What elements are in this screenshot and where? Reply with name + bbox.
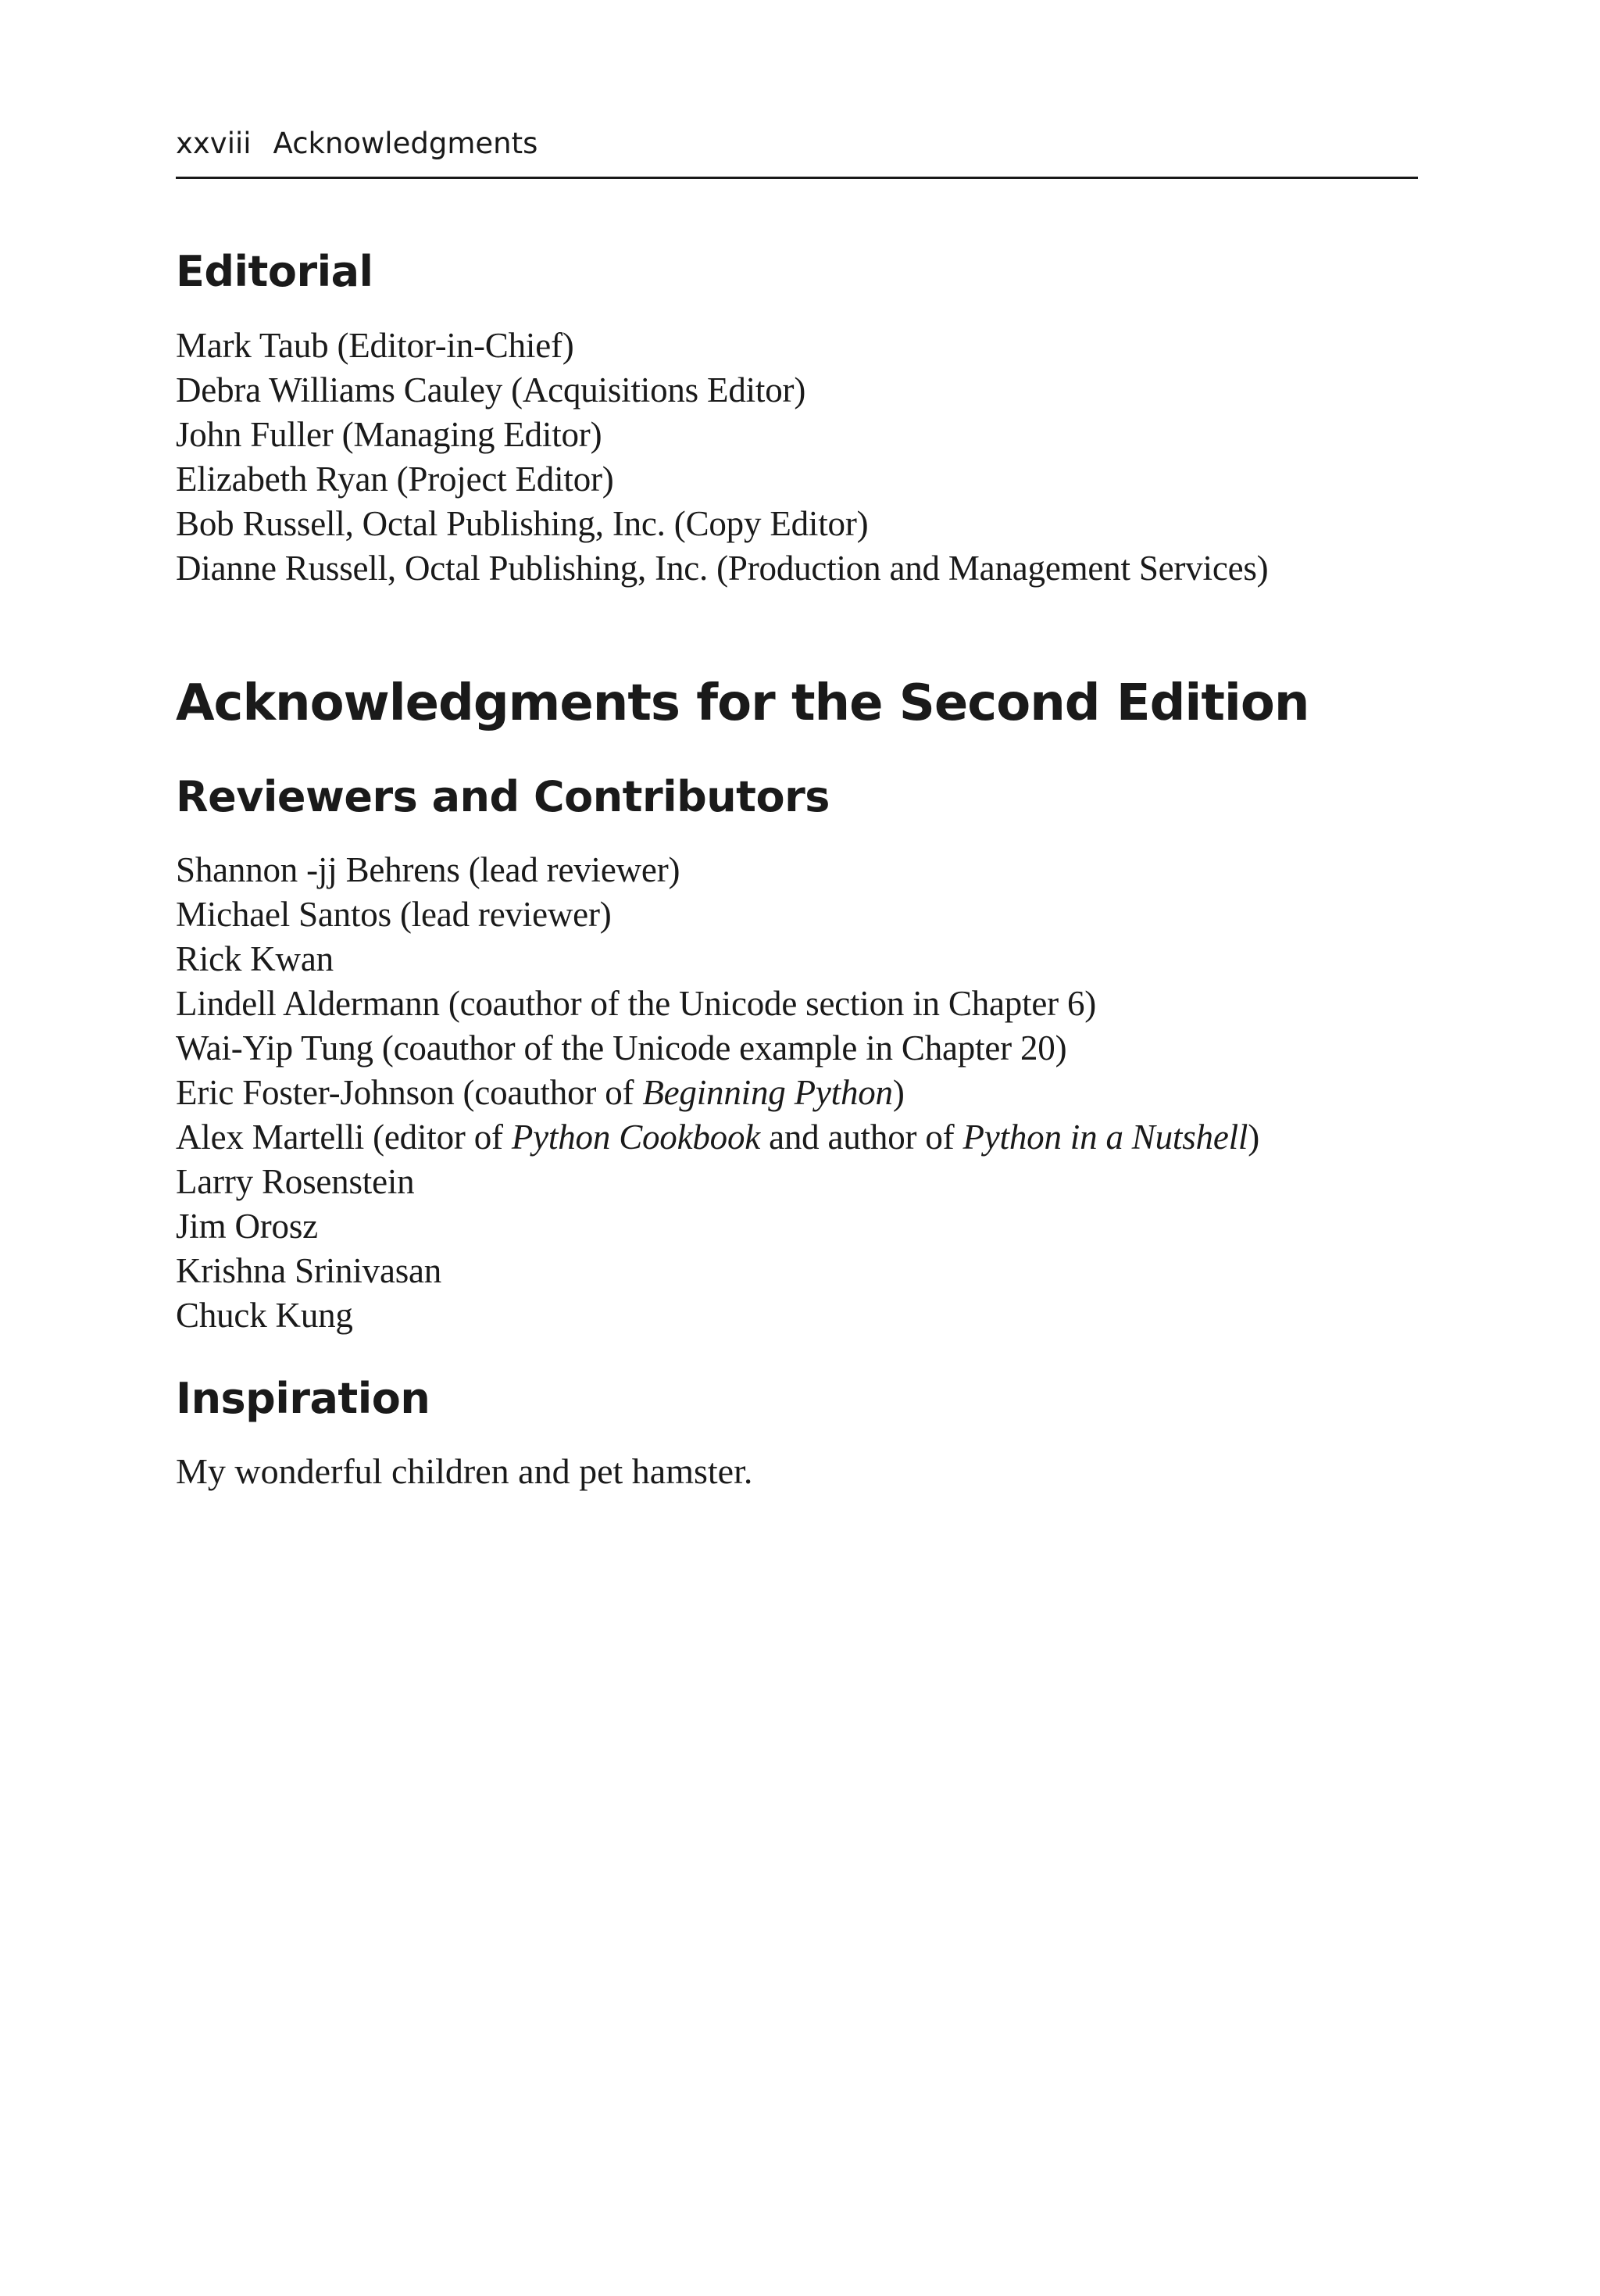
reviewer-line: Krishna Srinivasan <box>176 1251 442 1290</box>
reviewer-line: Jim Orosz <box>176 1207 318 1246</box>
editorial-line: John Fuller (Managing Editor) <box>176 415 602 454</box>
reviewer-line: Rick Kwan <box>176 939 334 978</box>
editorial-line: Elizabeth Ryan (Project Editor) <box>176 460 614 499</box>
reviewers-list <box>176 848 1259 1338</box>
inspiration-heading: Inspiration <box>176 1374 430 1423</box>
reviewer-line: Wai-Yip Tung (coauthor of the Unicode example in Chapter 20) <box>176 1028 1067 1068</box>
book-title: Python in a Nutshell <box>962 1118 1248 1157</box>
inspiration-text: My wonderful children and pet hamster. <box>176 1451 753 1491</box>
editorial-line: Bob Russell, Octal Publishing, Inc. (Copy Editor) <box>176 504 869 543</box>
second-edition-heading: Acknowledgments for the Second Edition <box>176 674 1309 732</box>
editorial-heading: Editorial <box>176 247 373 296</box>
reviewer-text: ) <box>892 1073 905 1112</box>
reviewer-text: Alex Martelli (editor of <box>176 1118 512 1157</box>
reviewer-line: Michael Santos (lead reviewer) <box>176 895 612 934</box>
book-title: Beginning Python <box>642 1073 893 1112</box>
running-head <box>176 123 1418 164</box>
reviewer-text: ) <box>1248 1118 1260 1157</box>
inspiration-list <box>176 1449 752 1493</box>
editorial-line: Mark Taub (Editor-in-Chief) <box>176 326 574 365</box>
book-title: Python Cookbook <box>511 1118 761 1157</box>
reviewer-line <box>176 1115 1259 1160</box>
reviewer-line: Larry Rosenstein <box>176 1162 415 1201</box>
editorial-line: Debra Williams Cauley (Acquisitions Editor) <box>176 370 806 409</box>
running-head-title: Acknowledgments <box>273 127 538 160</box>
editorial-list <box>176 324 1268 591</box>
reviewers-heading: Reviewers and Contributors <box>176 772 830 821</box>
reviewer-line: Shannon -jj Behrens (lead reviewer) <box>176 850 680 889</box>
editorial-line: Dianne Russell, Octal Publishing, Inc. (Production and Management Services) <box>176 549 1269 588</box>
header-rule <box>176 177 1418 179</box>
reviewer-line: Lindell Aldermann (coauthor of the Unicode section in Chapter 6) <box>176 984 1097 1023</box>
reviewer-line <box>176 1071 1259 1115</box>
reviewer-line: Chuck Kung <box>176 1296 353 1335</box>
reviewer-text: and author of <box>760 1118 963 1157</box>
reviewer-text: Eric Foster-Johnson (coauthor of <box>176 1073 643 1112</box>
page-number: xxviii <box>176 127 252 160</box>
